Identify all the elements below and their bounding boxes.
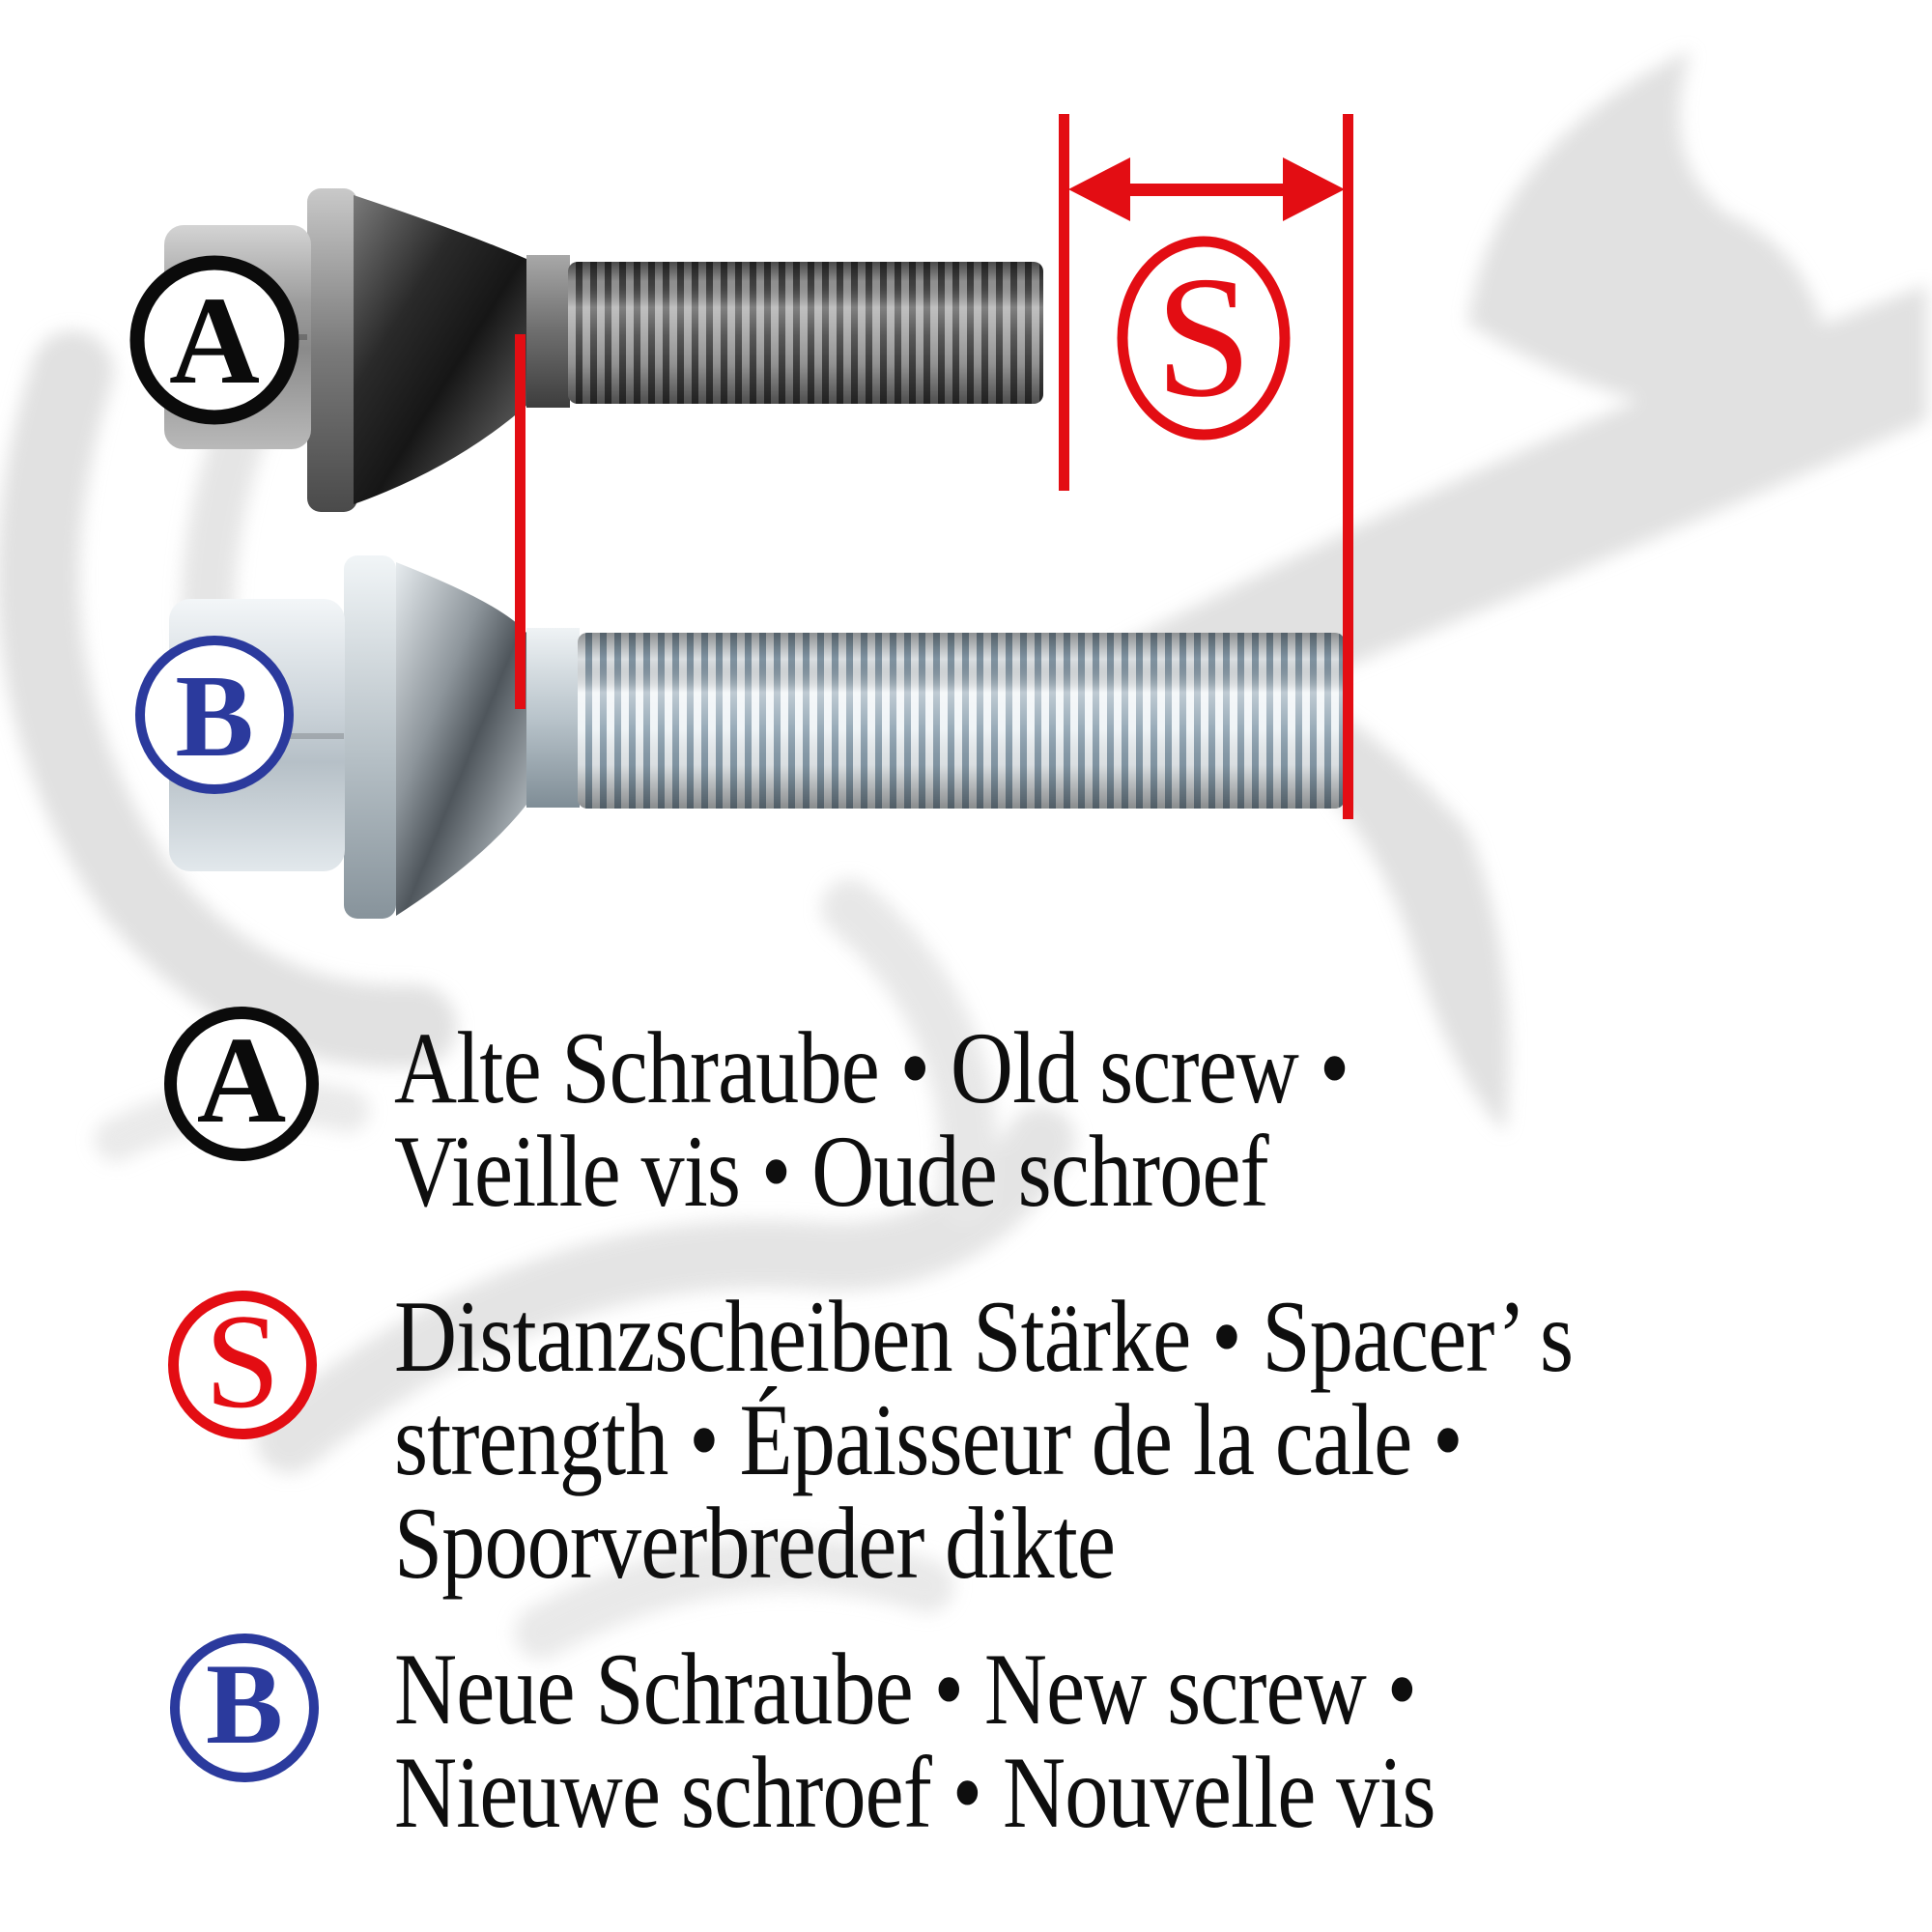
legend-badge-new-screw [170, 1634, 319, 1782]
legend-letter-s: S [205, 1286, 280, 1436]
spacer-end-line [1343, 114, 1353, 819]
spacer-start-line [1059, 114, 1069, 491]
new-screw-letter: B [175, 651, 254, 781]
new-screw-photo [169, 555, 1345, 919]
legend-text-new-screw [394, 1633, 1435, 1849]
legend-badge-old-screw [164, 1007, 319, 1161]
legend-badge-spacer-strength [168, 1286, 317, 1439]
legend-line: Spoorverbreder dikte [394, 1487, 1116, 1600]
legend-line: Distanzscheiben Stärke • Spacer’ s [394, 1280, 1574, 1393]
legend-text-old-screw [394, 1011, 1350, 1228]
legend-line: Alte Schraube • Old screw • [394, 1011, 1350, 1124]
legend-line: Nieuwe schroef • Nouvelle vis [394, 1736, 1435, 1849]
new-screw-badge [140, 640, 289, 789]
spacer-width-arrow [1068, 157, 1345, 221]
old-screw-letter: A [169, 271, 260, 411]
legend-text-spacer-strength [394, 1280, 1574, 1600]
legend-letter-b: B [205, 1639, 284, 1768]
legend-line: strength • Épaisseur de la cale • [394, 1383, 1463, 1496]
old-screw-badge [137, 263, 292, 417]
spacer-strength-badge [1122, 241, 1285, 435]
legend-letter-a: A [196, 1010, 287, 1149]
legend-line: Vieille vis • Oude schroef [394, 1115, 1268, 1228]
thread-start-alignment-line [515, 334, 526, 709]
legend-line: Neue Schraube • New screw • [394, 1633, 1417, 1746]
spacer-strength-letter: S [1154, 241, 1253, 433]
